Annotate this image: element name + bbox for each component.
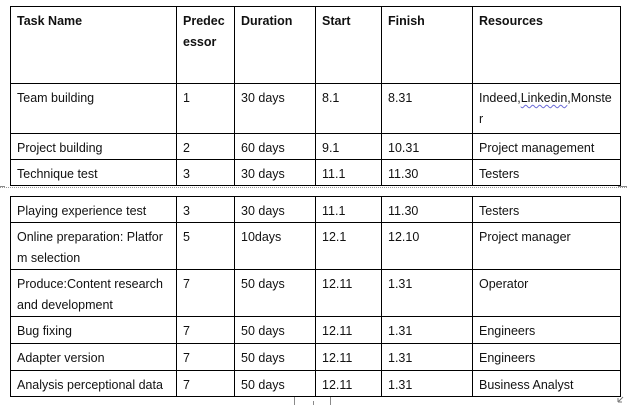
cell-finish: 12.10 — [382, 223, 473, 270]
table-row — [11, 270, 621, 317]
header-finish: Finish — [382, 7, 473, 84]
resources-text-suffix: ,Monster — [479, 91, 612, 126]
cell-resources: Testers — [473, 160, 621, 186]
cell-start: 12.11 — [316, 344, 382, 371]
cell-predecessor: 7 — [177, 317, 235, 344]
table-header-row — [11, 7, 621, 84]
cell-start: 11.1 — [316, 160, 382, 186]
cell-finish: 11.30 — [382, 197, 473, 223]
cell-task: Technique test — [11, 160, 177, 186]
cell-duration: 30 days — [235, 160, 316, 186]
cell-duration: 50 days — [235, 317, 316, 344]
cell-resources: Engineers — [473, 344, 621, 371]
column-marker — [330, 397, 331, 405]
table-row — [11, 317, 621, 344]
cell-predecessor: 1 — [177, 84, 235, 134]
header-predecessor: Predec essor — [177, 7, 235, 84]
table-row — [11, 371, 621, 397]
cell-task: Bug fixing — [11, 317, 177, 344]
cell-duration: 30 days — [235, 84, 316, 134]
header-start: Start — [316, 7, 382, 84]
cell-predecessor: 7 — [177, 344, 235, 371]
table-row — [11, 134, 621, 160]
column-marker — [313, 401, 314, 405]
header-task-name: Task Name — [11, 7, 177, 84]
cell-predecessor: 3 — [177, 160, 235, 186]
cell-finish: 1.31 — [382, 344, 473, 371]
table-row — [11, 344, 621, 371]
cell-start: 12.11 — [316, 270, 382, 317]
cell-duration: 50 days — [235, 270, 316, 317]
page-margin-mark — [0, 186, 5, 187]
cell-finish: 1.31 — [382, 270, 473, 317]
cell-task: Online preparation: Platform selection — [11, 223, 177, 270]
cell-task: Team building — [11, 84, 177, 134]
cell-finish: 1.31 — [382, 371, 473, 397]
cell-predecessor: 7 — [177, 270, 235, 317]
cell-task: Analysis perceptional data — [11, 371, 177, 397]
cell-start: 11.1 — [316, 197, 382, 223]
cell-finish: 10.31 — [382, 134, 473, 160]
cell-finish: 11.30 — [382, 160, 473, 186]
cell-resources: Project management — [473, 134, 621, 160]
task-table-bottom — [10, 196, 621, 397]
cell-resources: Business Analyst — [473, 371, 621, 397]
spellcheck-underlined-word[interactable]: Linkedin — [520, 91, 568, 105]
cell-resources: Operator — [473, 270, 621, 317]
cell-predecessor: 2 — [177, 134, 235, 160]
cell-task: Produce:Content research and development — [11, 270, 177, 317]
cell-resources — [473, 84, 621, 134]
header-resources: Resources — [473, 7, 621, 84]
resources-text: Indeed, — [479, 91, 521, 105]
cell-finish: 1.31 — [382, 317, 473, 344]
page-margin-mark — [618, 186, 627, 187]
table-row — [11, 84, 621, 134]
table-resize-handle-icon[interactable] — [617, 395, 625, 403]
cell-task: Playing experience test — [11, 197, 177, 223]
task-table-top — [10, 6, 621, 186]
table-row — [11, 223, 621, 270]
cell-duration: 50 days — [235, 344, 316, 371]
column-marker — [294, 397, 295, 405]
cell-start: 8.1 — [316, 84, 382, 134]
cell-duration: 60 days — [235, 134, 316, 160]
cell-start: 12.1 — [316, 223, 382, 270]
cell-task: Project building — [11, 134, 177, 160]
cell-duration: 30 days — [235, 197, 316, 223]
cell-start: 12.11 — [316, 371, 382, 397]
table-row — [11, 160, 621, 186]
cell-predecessor: 5 — [177, 223, 235, 270]
cell-resources: Engineers — [473, 317, 621, 344]
page-break-line — [0, 187, 627, 189]
cell-task: Adapter version — [11, 344, 177, 371]
cell-start: 9.1 — [316, 134, 382, 160]
cell-predecessor: 7 — [177, 371, 235, 397]
cell-duration: 50 days — [235, 371, 316, 397]
header-duration: Duration — [235, 7, 316, 84]
cell-resources: Project manager — [473, 223, 621, 270]
cell-predecessor: 3 — [177, 197, 235, 223]
cell-finish: 8.31 — [382, 84, 473, 134]
cell-resources: Testers — [473, 197, 621, 223]
table-row — [11, 197, 621, 223]
cell-duration: 10days — [235, 223, 316, 270]
cell-start: 12.11 — [316, 317, 382, 344]
